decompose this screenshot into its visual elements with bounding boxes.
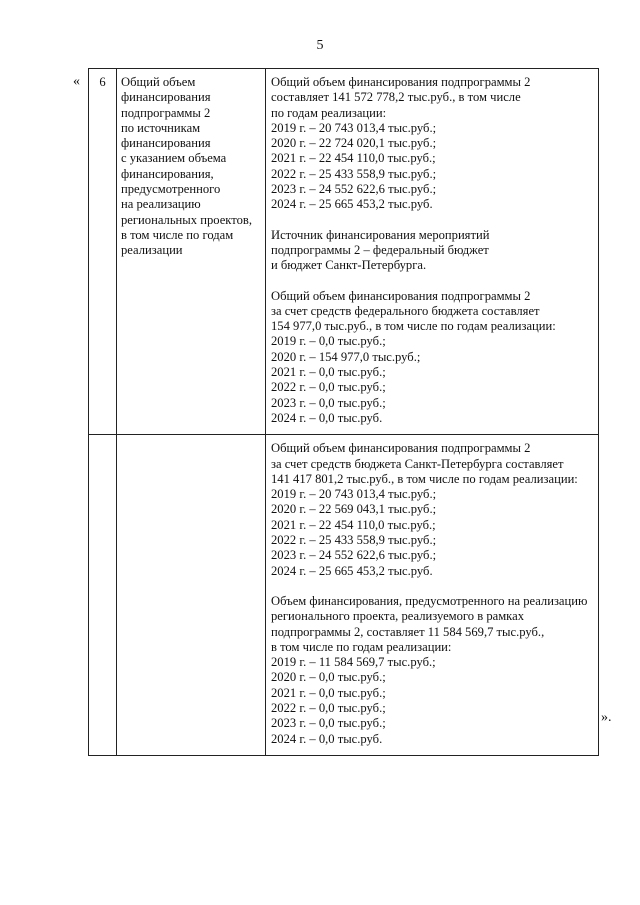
text-line: в том числе по годам реализации: [271, 639, 452, 654]
text-line: 2021 г. – 0,0 тыс.руб.; [271, 685, 386, 700]
label-line: Общий объем [121, 75, 196, 89]
text-line: Источник финансирования мероприятий [271, 227, 490, 242]
text-line: 2022 г. – 0,0 тыс.руб.; [271, 380, 386, 395]
row-label-empty [117, 435, 266, 756]
financing-table [88, 68, 599, 756]
text-line: 2019 г. – 0,0 тыс.руб.; [271, 334, 386, 349]
text-line: 2023 г. – 24 552 622,6 тыс.руб.; [271, 548, 437, 563]
opening-quote: « [73, 74, 80, 89]
label-line: по источникам [121, 120, 201, 135]
text-line: 2020 г. – 22 724 020,1 тыс.руб.; [271, 136, 437, 151]
label-line: на реализацию [121, 197, 201, 212]
text-paragraph [271, 228, 594, 274]
text-line: 2020 г. – 154 977,0 тыс.руб.; [271, 349, 421, 364]
text-line: подпрограммы 2 – федеральный бюджет [271, 242, 489, 257]
label-line: финансирования, [121, 166, 214, 181]
text-line: 2022 г. – 25 433 558,9 тыс.руб.; [271, 533, 437, 548]
text-line: 141 417 801,2 тыс.руб., в том числе по годам реализации: [271, 471, 578, 486]
text-line: 2020 г. – 0,0 тыс.руб.; [271, 670, 386, 685]
label-line: реализации [121, 243, 183, 258]
text-line: 2023 г. – 0,0 тыс.руб.; [271, 395, 386, 410]
label-line: региональных проектов, [121, 212, 252, 227]
row-content [266, 435, 599, 756]
text-line: 2022 г. – 0,0 тыс.руб.; [271, 700, 386, 715]
text-line: 2019 г. – 20 743 013,4 тыс.руб.; [271, 120, 437, 135]
text-line: подпрограммы 2, составляет 11 584 569,7 тыс.руб., [271, 624, 545, 639]
text-line: 2023 г. – 24 552 622,6 тыс.руб.; [271, 182, 437, 197]
text-line: 154 977,0 тыс.руб., в том числе по годам реализации: [271, 319, 556, 334]
text-line: 2024 г. – 25 665 453,2 тыс.руб. [271, 197, 433, 212]
text-line: 2024 г. – 0,0 тыс.руб. [271, 731, 383, 746]
text-line: составляет 141 572 778,2 тыс.руб., в том числе [271, 90, 521, 105]
text-line: 2022 г. – 25 433 558,9 тыс.руб.; [271, 166, 437, 181]
text-line: 2024 г. – 25 665 453,2 тыс.руб. [271, 563, 433, 578]
text-line: и бюджет Санкт-Петербурга. [271, 258, 427, 273]
closing-quote: ». [601, 710, 612, 725]
text-line: Общий объем финансирования подпрограммы 2 [271, 288, 531, 303]
text-line: 2023 г. – 0,0 тыс.руб.; [271, 716, 386, 731]
text-line: 2021 г. – 22 454 110,0 тыс.руб.; [271, 151, 436, 166]
row-content [266, 69, 599, 435]
text-line: 2021 г. – 0,0 тыс.руб.; [271, 365, 386, 380]
text-paragraph [271, 594, 594, 747]
label-line: финансирования [121, 90, 211, 105]
text-line: за счет средств бюджета Санкт-Петербурга составляет [271, 456, 564, 471]
label-line: предусмотренного [121, 182, 221, 197]
text-line: 2020 г. – 22 569 043,1 тыс.руб.; [271, 502, 437, 517]
page-number: 5 [316, 38, 324, 53]
text-line: Общий объем финансирования подпрограммы 2 [271, 441, 531, 456]
text-paragraph [271, 75, 594, 213]
text-paragraph [271, 441, 594, 579]
text-line: по годам реализации: [271, 105, 387, 120]
label-line: финансирования [121, 136, 211, 151]
row-number: 6 [89, 69, 117, 435]
label-line: подпрограммы 2 [121, 105, 211, 120]
text-line: 2019 г. – 11 584 569,7 тыс.руб.; [271, 655, 436, 670]
text-line: 2021 г. – 22 454 110,0 тыс.руб.; [271, 517, 436, 532]
text-paragraph [271, 289, 594, 427]
text-line: Общий объем финансирования подпрограммы 2 [271, 75, 531, 89]
text-line: Объем финансирования, предусмотренного на реализацию [271, 593, 588, 608]
label-line: с указанием объема [121, 151, 227, 166]
row-label [117, 69, 266, 435]
row-number-empty [89, 435, 117, 756]
label-line: в том числе по годам [121, 227, 234, 242]
text-line: 2024 г. – 0,0 тыс.руб. [271, 410, 383, 425]
text-line: 2019 г. – 20 743 013,4 тыс.руб.; [271, 487, 437, 502]
text-line: за счет средств федерального бюджета составляет [271, 303, 540, 318]
table-row [89, 69, 599, 435]
text-line: регионального проекта, реализуемого в рамках [271, 609, 524, 624]
table-row [89, 435, 599, 756]
